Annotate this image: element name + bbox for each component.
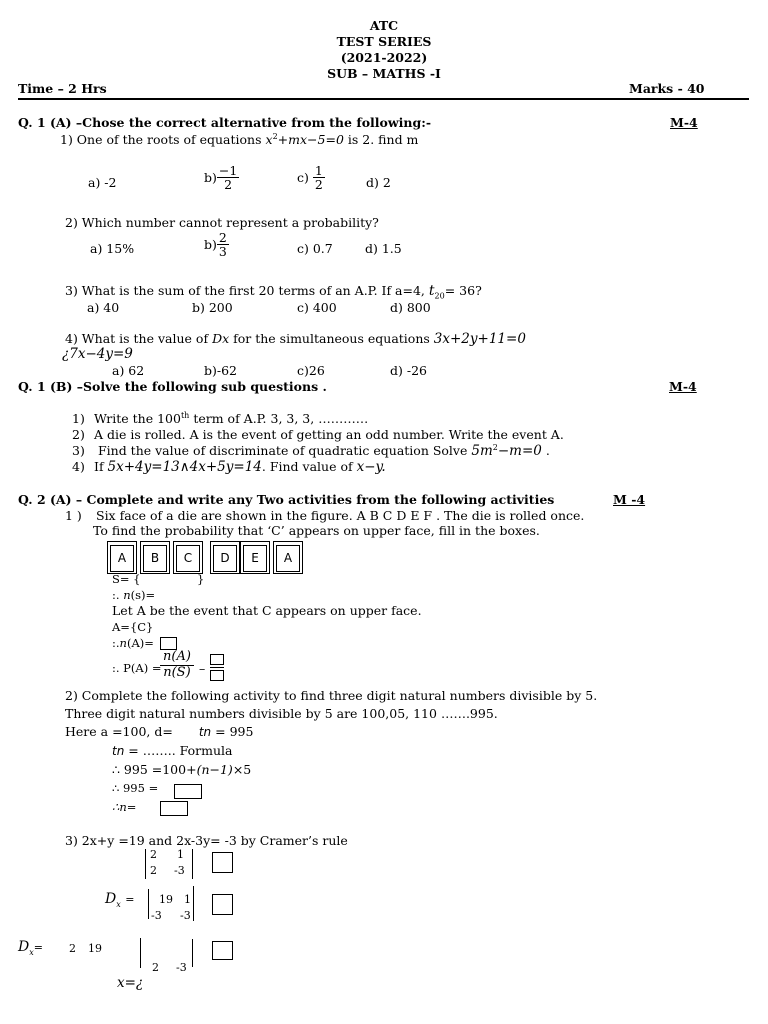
q1-option-c: c) $\frac{1}{2}$ bbox=[297, 163, 323, 193]
p-a-equals: – bbox=[199, 661, 206, 676]
activity-2-step-3: ∴n= bbox=[112, 800, 137, 814]
dy-r1c1: 2 bbox=[69, 942, 76, 955]
dx-r2c2: -3 bbox=[180, 909, 191, 922]
header-test-series: TEST SERIES bbox=[336, 34, 432, 49]
event-a-set: A={C} bbox=[112, 620, 154, 634]
q4-option-c: c)26 bbox=[297, 363, 325, 378]
q1a-question-1: 1) One of the roots of equations $x^2+mx-5=0$ is 2. find m bbox=[60, 132, 419, 148]
dy-label: $D_x=$ bbox=[18, 939, 43, 957]
p-a-label: :. P(A) = bbox=[112, 661, 162, 675]
q2-option-c: c) 0.7 bbox=[297, 241, 333, 256]
header-rule bbox=[18, 98, 749, 100]
q4-equation-2: ¿7x−4y=9 bbox=[62, 346, 133, 362]
q4-option-d: d) -26 bbox=[390, 363, 427, 378]
q3-option-d: d) 800 bbox=[390, 300, 431, 315]
q2-option-d: d) 1.5 bbox=[365, 241, 402, 256]
sample-space-close: } bbox=[197, 572, 205, 586]
dy-right-bar bbox=[192, 939, 193, 967]
dx-answer-box[interactable] bbox=[212, 894, 233, 915]
q1b-item-4: 4) If 5x+4y=13∧4x+5y=14. Find value of x−y. bbox=[72, 459, 386, 475]
die-face-2: B bbox=[143, 545, 167, 572]
q1-option-a: a) -2 bbox=[88, 175, 117, 190]
activity-2-line-2: Three digit natural numbers divisible by 5 are 100,05, 110 …….995. bbox=[65, 706, 498, 721]
q4-option-b: b)-62 bbox=[204, 363, 238, 378]
q3-option-a: a) 40 bbox=[87, 300, 120, 315]
dx-label: $D_x$ = bbox=[105, 891, 135, 909]
d-right-bar bbox=[192, 849, 193, 879]
p-a-numerator-box[interactable] bbox=[210, 654, 224, 665]
header-atc: ATC bbox=[369, 18, 399, 33]
activity-2-step-1: ∴ 995 =100+(n−1)×5 bbox=[112, 762, 252, 777]
event-a-definition: Let A be the event that C appears on upper face. bbox=[112, 603, 422, 618]
p-a-fraction: n(A) n(S) bbox=[160, 650, 194, 681]
q1a-question-2: 2) Which number cannot represent a probability? bbox=[65, 215, 379, 230]
marks-label: Marks - 40 bbox=[629, 81, 705, 96]
activity-2-step-2-box[interactable] bbox=[174, 784, 202, 799]
activity-3-line-1: 3) 2x+y =19 and 2x-3y= -3 by Cramer’s rule bbox=[65, 833, 348, 848]
die-face-5: E bbox=[243, 545, 267, 572]
q1b-item-3: 3) Find the value of discriminate of quadratic equation Solve $5m^2-m=0$ . bbox=[72, 443, 550, 460]
dy-r1c2: 19 bbox=[88, 942, 102, 955]
q3-option-c: c) 400 bbox=[297, 300, 337, 315]
die-face-1: A bbox=[110, 545, 134, 572]
q1b-item-2: 2) A die is rolled. A is the event of getting an odd number. Write the event A. bbox=[72, 427, 564, 442]
activity-1-line-2: To find the probability that ‘C’ appears on upper face, fill in the boxes. bbox=[93, 523, 540, 538]
q2-option-b: b) $\frac{2}{3}$ bbox=[204, 230, 227, 260]
activity-1-number: 1 ) bbox=[65, 508, 82, 523]
d-r2c1: 2 bbox=[150, 864, 157, 877]
activity-2-step-3-box[interactable] bbox=[160, 801, 188, 816]
d-r1c1: 2 bbox=[150, 848, 157, 861]
dx-r1c2: 1 bbox=[184, 893, 191, 906]
header-year: (2021-2022) bbox=[340, 50, 428, 65]
q2a-heading: Q. 2 (A) – Complete and write any Two activities from the following activities bbox=[18, 492, 555, 507]
p-a-denominator-box[interactable] bbox=[210, 670, 224, 681]
q1-option-b: b) $\frac{-1}{2}$ bbox=[204, 163, 238, 193]
q1b-heading: Q. 1 (B) –Solve the following sub questions . bbox=[18, 379, 327, 394]
q1a-question-4: 4) What is the value of Dx for the simultaneous equations 3x+2y+11=0 bbox=[65, 331, 526, 347]
die-face-4: D bbox=[213, 545, 237, 572]
dy-answer-box[interactable] bbox=[212, 941, 233, 960]
q1a-question-3: 3) What is the sum of the first 20 terms of an A.P. If a=4, $t_{20}= 36$? bbox=[65, 283, 482, 301]
activity-2-here-line: Here a =100, d= tn = 995 bbox=[65, 724, 254, 739]
dx-r1c1: 19 bbox=[159, 893, 173, 906]
q1a-heading: Q. 1 (A) –Chose the correct alternative from the following:- bbox=[18, 115, 432, 130]
q2-option-a: a) 15% bbox=[90, 241, 135, 256]
d-r1c2: 1 bbox=[177, 848, 184, 861]
d-answer-box[interactable] bbox=[212, 852, 233, 873]
d-r2c2: -3 bbox=[174, 864, 185, 877]
d-left-bar bbox=[145, 849, 146, 879]
activity-2-step-2: ∴ 995 = bbox=[112, 781, 159, 795]
activity-2-formula-line: tn = …….. Formula bbox=[112, 743, 233, 758]
dy-r2c1: 2 bbox=[152, 961, 159, 974]
dy-r2c2: -3 bbox=[176, 961, 187, 974]
x-equals: x=¿ bbox=[117, 975, 144, 991]
time-label: Time – 2 Hrs bbox=[18, 81, 107, 96]
q1-option-d: d) 2 bbox=[366, 175, 391, 190]
n-a-line: :.n(A)= bbox=[112, 636, 154, 650]
q1a-marks: M-4 bbox=[670, 115, 698, 130]
sample-space-open: S= { bbox=[112, 572, 141, 586]
dx-r2c1: -3 bbox=[151, 909, 162, 922]
dy-left-bar bbox=[140, 938, 141, 968]
dx-right-bar bbox=[193, 886, 194, 921]
activity-2-line-1: 2) Complete the following activity to find three digit natural numbers divisible by 5. bbox=[65, 688, 598, 703]
q2a-marks: M -4 bbox=[613, 492, 646, 507]
q1b-marks: M-4 bbox=[669, 379, 697, 394]
dx-left-bar bbox=[148, 889, 149, 919]
n-s-line: :. n(s)= bbox=[112, 588, 156, 602]
die-face-6: A bbox=[276, 545, 300, 572]
q3-option-b: b) 200 bbox=[192, 300, 233, 315]
activity-1-line-1: Six face of a die are shown in the figure. A B C D E F . The die is rolled once. bbox=[96, 508, 585, 523]
die-face-3: C bbox=[176, 545, 200, 572]
header-subject: SUB – MATHS -I bbox=[327, 66, 441, 81]
q1b-item-1: 1) Write the 100th term of A.P. 3, 3, 3, ………… bbox=[72, 411, 369, 427]
p-a-answer-fraction bbox=[210, 654, 224, 681]
q4-option-a: a) 62 bbox=[112, 363, 145, 378]
